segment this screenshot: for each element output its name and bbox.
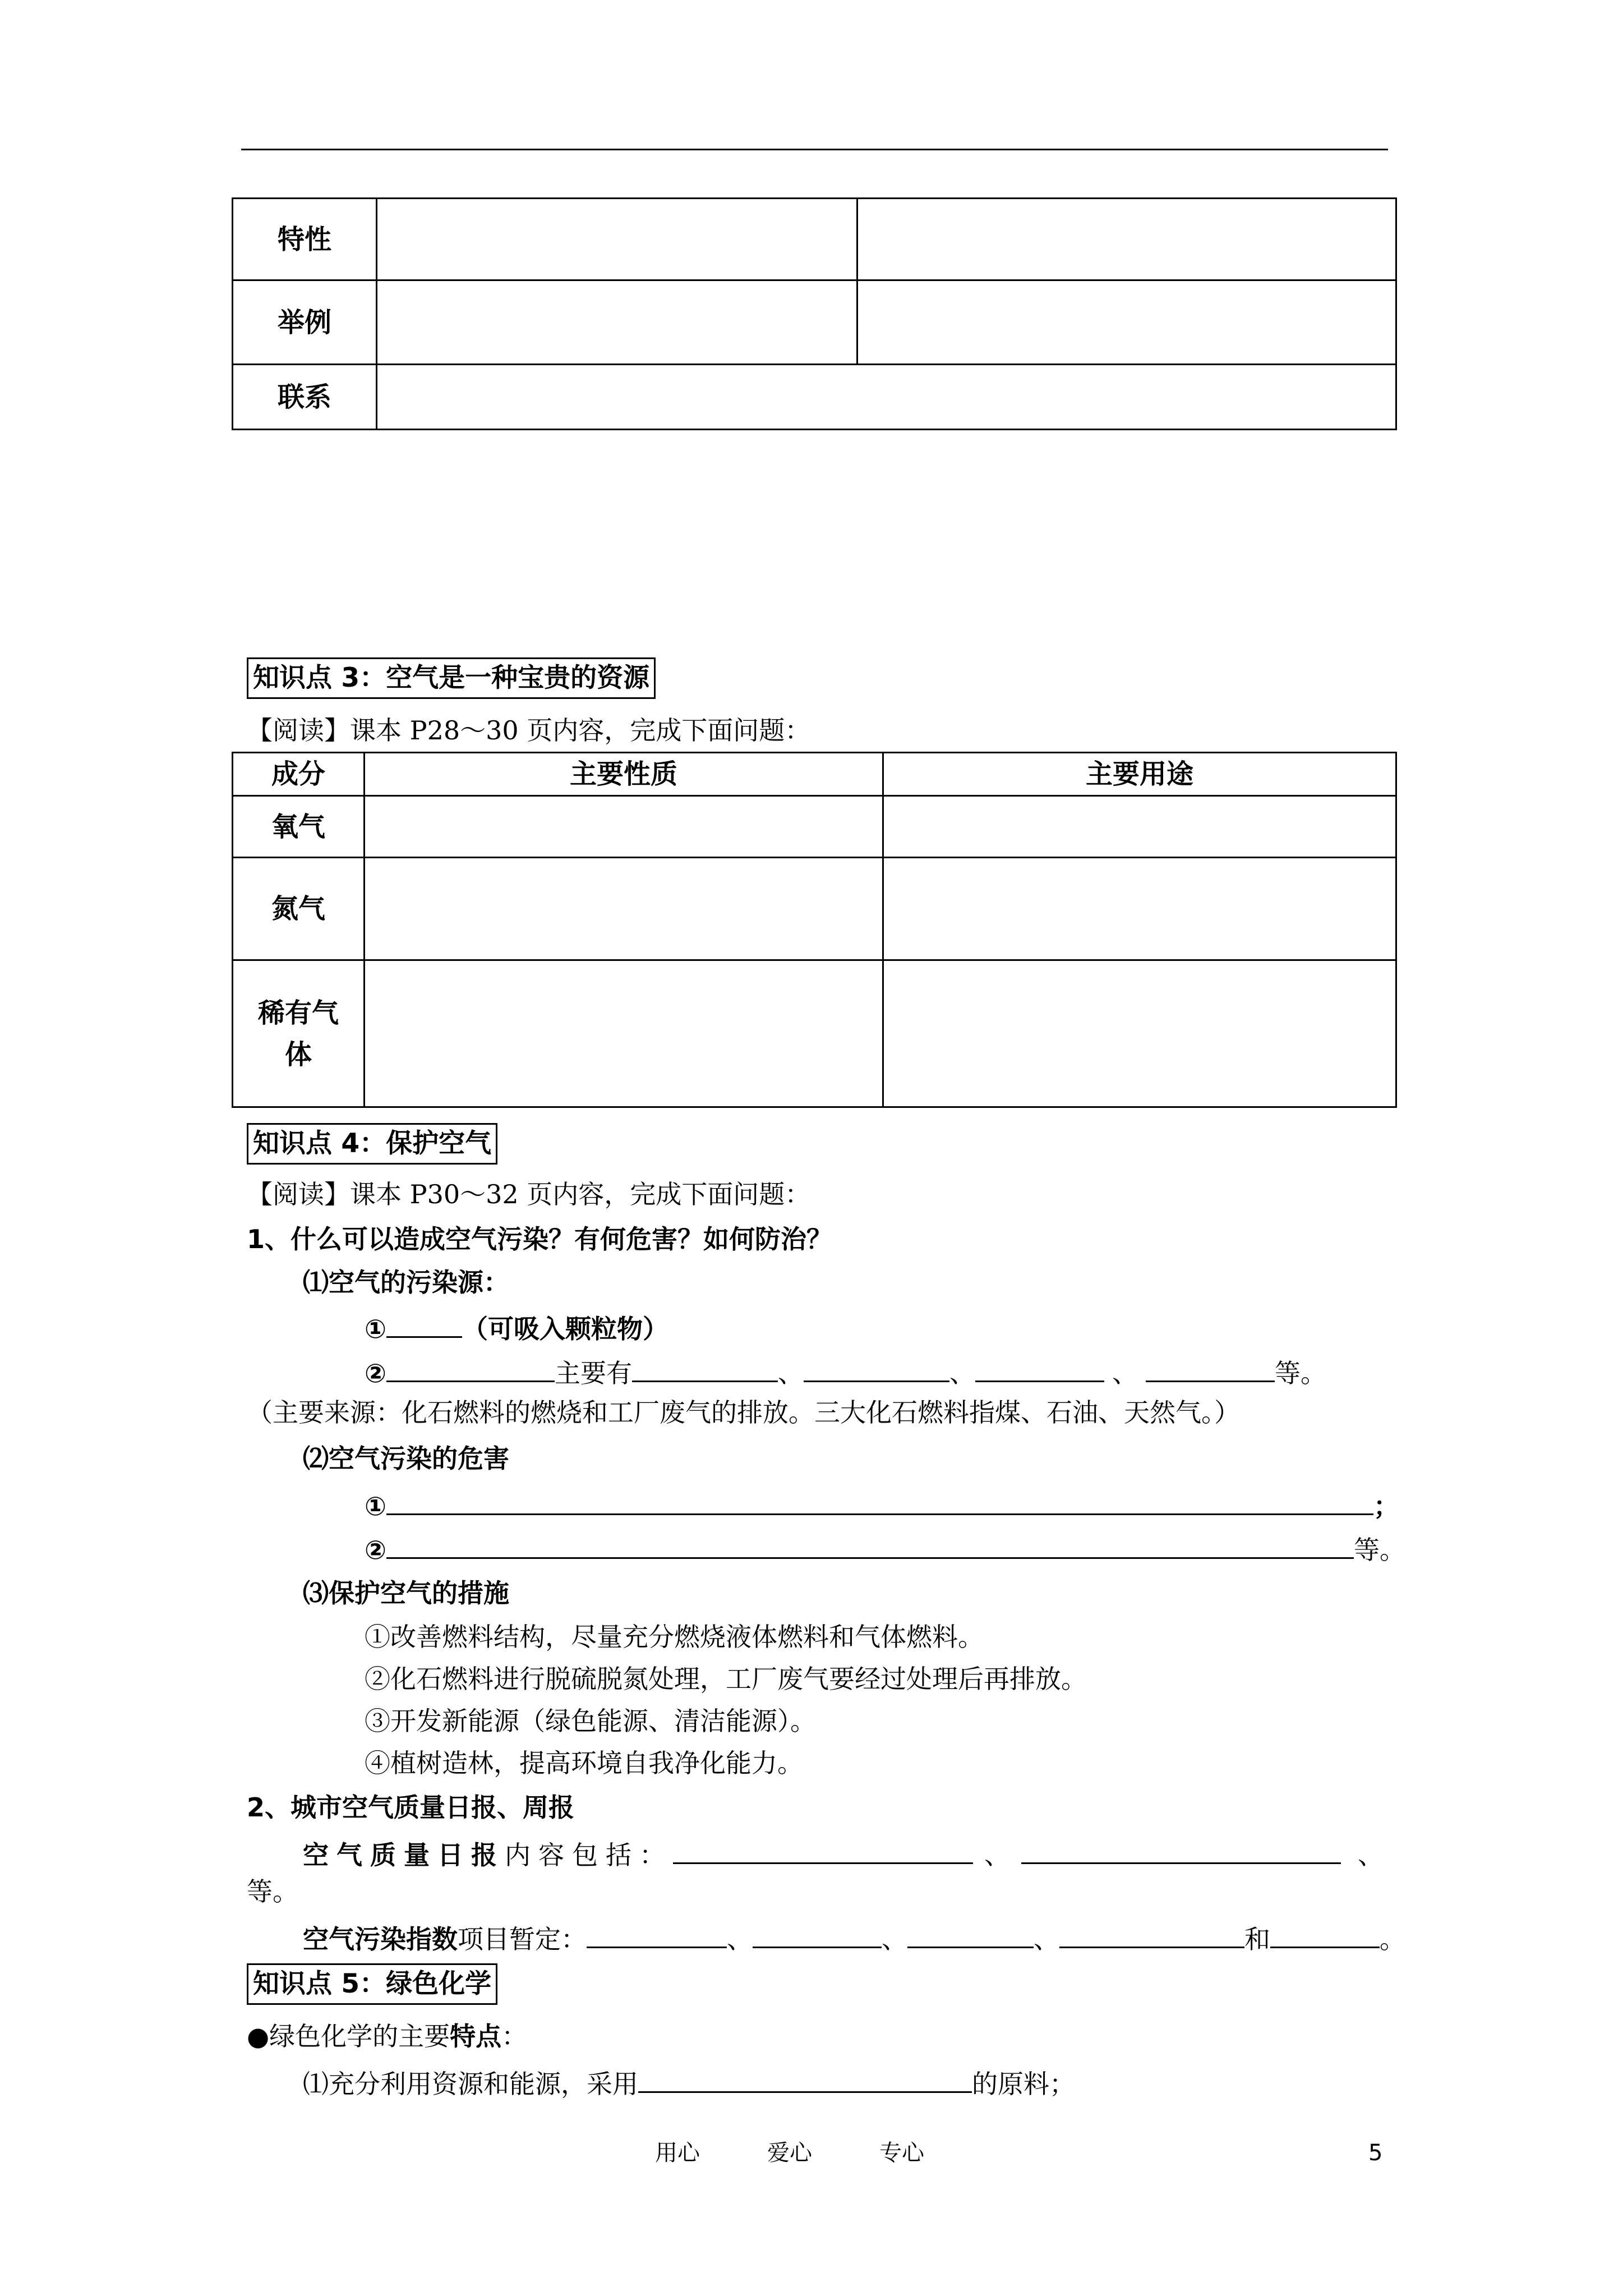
pollution-index-text: 项目暂定： bbox=[458, 1924, 587, 1954]
item-end: 的原料； bbox=[972, 2069, 1075, 2099]
table-row bbox=[233, 280, 1396, 365]
table-cell bbox=[377, 280, 857, 365]
fill-blank bbox=[587, 1917, 727, 1948]
feature-item-1 bbox=[303, 2062, 1075, 2102]
table-cell bbox=[377, 199, 857, 280]
page-number: 5 bbox=[1368, 2140, 1383, 2166]
feature-colon: ： bbox=[501, 2021, 528, 2051]
pollution-index-line bbox=[303, 1917, 1405, 1957]
feature-term: 特点 bbox=[450, 2021, 502, 2051]
kp3-read-instruction: 【阅读】课本 P28～30 页内容，完成下面问题： bbox=[247, 715, 811, 746]
table-cell bbox=[883, 796, 1396, 858]
separator: 、 bbox=[984, 1840, 1010, 1870]
measure-1: ①改善燃料结构，尽量充分燃烧液体燃料和气体燃料。 bbox=[365, 1622, 984, 1652]
header-rule bbox=[241, 149, 1388, 150]
fill-blank bbox=[1021, 1833, 1341, 1864]
green-chem-features bbox=[247, 2018, 527, 2054]
source-item-1 bbox=[365, 1307, 668, 1347]
item-text: ⑴充分利用资源和能源，采用 bbox=[303, 2069, 638, 2099]
table-cell bbox=[365, 960, 883, 1107]
item-mark: ② bbox=[365, 1535, 386, 1565]
table-cell bbox=[883, 858, 1396, 960]
and-text: 和 bbox=[1244, 1924, 1270, 1954]
fill-blank bbox=[1059, 1917, 1244, 1948]
kp4-title: 知识点 4：保护空气 bbox=[247, 1123, 497, 1165]
source-item-2 bbox=[365, 1351, 1326, 1391]
fill-blank bbox=[638, 2062, 972, 2093]
fill-blank bbox=[632, 1351, 778, 1382]
pollution-sources-heading: ⑴空气的污染源： bbox=[303, 1267, 509, 1297]
table-cell bbox=[377, 365, 1396, 430]
feature-text: ●绿色化学的主要 bbox=[247, 2021, 450, 2051]
fill-blank bbox=[907, 1917, 1034, 1948]
pollution-harm-heading: ⑵空气污染的危害 bbox=[303, 1443, 509, 1474]
table-cell bbox=[883, 960, 1396, 1107]
table-row bbox=[233, 365, 1396, 430]
separator: 、 bbox=[949, 1358, 975, 1388]
header-xingzhi: 主要性质 bbox=[365, 753, 883, 796]
separator: 、 bbox=[727, 1924, 753, 1954]
row-label-texing: 特性 bbox=[233, 199, 377, 280]
item-mark: ① bbox=[365, 1314, 386, 1344]
air-components-table bbox=[232, 752, 1397, 1108]
header-yongtu: 主要用途 bbox=[883, 753, 1396, 796]
kp3-title: 知识点 3：空气是一种宝贵的资源 bbox=[247, 657, 656, 699]
separator: 、 bbox=[1112, 1358, 1138, 1388]
period: 。 bbox=[1380, 1924, 1405, 1954]
row-label-oxygen: 氧气 bbox=[233, 796, 365, 858]
comparison-table bbox=[232, 197, 1397, 430]
measure-2: ②化石燃料进行脱硫脱氮处理，工厂废气要经过处理后再排放。 bbox=[365, 1664, 1087, 1694]
fill-blank bbox=[1146, 1351, 1275, 1382]
table-row bbox=[233, 796, 1396, 858]
kp4-read-instruction: 【阅读】课本 P30～32 页内容，完成下面问题： bbox=[247, 1179, 811, 1209]
question-2: 2、城市空气质量日报、周报 bbox=[247, 1792, 575, 1823]
daily-report-text: 内容包括： bbox=[505, 1840, 673, 1870]
fill-blank bbox=[386, 1528, 1354, 1559]
footer-word-1: 用心 bbox=[655, 2140, 700, 2166]
item-mark: ② bbox=[365, 1358, 386, 1388]
row-label-lianxi: 联系 bbox=[233, 365, 377, 430]
fill-blank bbox=[804, 1351, 949, 1382]
fill-blank bbox=[753, 1917, 882, 1948]
fill-blank bbox=[1270, 1917, 1380, 1948]
fill-blank bbox=[975, 1351, 1104, 1382]
separator: 、 bbox=[1358, 1840, 1384, 1870]
table-cell bbox=[365, 796, 883, 858]
row-label-noble-gas: 稀有气体 bbox=[233, 960, 365, 1107]
harm-item-1 bbox=[365, 1484, 1399, 1524]
item-end: ； bbox=[1373, 1491, 1399, 1521]
etc-text: 等。 bbox=[1353, 1535, 1405, 1565]
header-chengfen: 成分 bbox=[233, 753, 365, 796]
daily-report-line bbox=[303, 1833, 1400, 1873]
item-text: 主要有 bbox=[554, 1358, 632, 1388]
daily-report-end: 等。 bbox=[247, 1876, 298, 1907]
harm-item-2 bbox=[365, 1528, 1405, 1568]
fill-blank bbox=[673, 1833, 973, 1864]
separator: 、 bbox=[882, 1924, 907, 1954]
item-text: （可吸入颗粒物） bbox=[462, 1314, 668, 1344]
footer-word-2: 爱心 bbox=[767, 2140, 812, 2166]
fill-blank bbox=[386, 1307, 462, 1338]
table-row bbox=[233, 858, 1396, 960]
fill-blank bbox=[386, 1484, 1373, 1515]
table-header-row bbox=[233, 753, 1396, 796]
row-label-juli: 举例 bbox=[233, 280, 377, 365]
table-cell bbox=[857, 280, 1396, 365]
pollution-index-term: 空气污染指数 bbox=[303, 1924, 458, 1954]
table-row bbox=[233, 960, 1396, 1107]
separator: 、 bbox=[1034, 1924, 1059, 1954]
table-cell bbox=[365, 858, 883, 960]
protection-heading: ⑶保护空气的措施 bbox=[303, 1578, 509, 1608]
fill-blank bbox=[386, 1351, 555, 1382]
table-cell bbox=[857, 199, 1396, 280]
etc-text: 等。 bbox=[1274, 1358, 1326, 1388]
row-label-nitrogen: 氮气 bbox=[233, 858, 365, 960]
sources-note: （主要来源：化石燃料的燃烧和工厂废气的排放。三大化石燃料指煤、石油、天然气。） bbox=[247, 1397, 1240, 1428]
measure-4: ④植树造林，提高环境自我净化能力。 bbox=[365, 1748, 803, 1778]
question-1: 1、什么可以造成空气污染？有何危害？如何防治？ bbox=[247, 1224, 833, 1254]
table-row bbox=[233, 199, 1396, 280]
measure-3: ③开发新能源（绿色能源、清洁能源）。 bbox=[365, 1706, 816, 1736]
separator: 、 bbox=[777, 1358, 804, 1388]
item-mark: ① bbox=[365, 1491, 386, 1521]
footer-word-3: 专心 bbox=[879, 2140, 924, 2166]
daily-report-term: 空气质量日报 bbox=[303, 1840, 505, 1870]
kp5-title: 知识点 5：绿色化学 bbox=[247, 1963, 497, 2005]
